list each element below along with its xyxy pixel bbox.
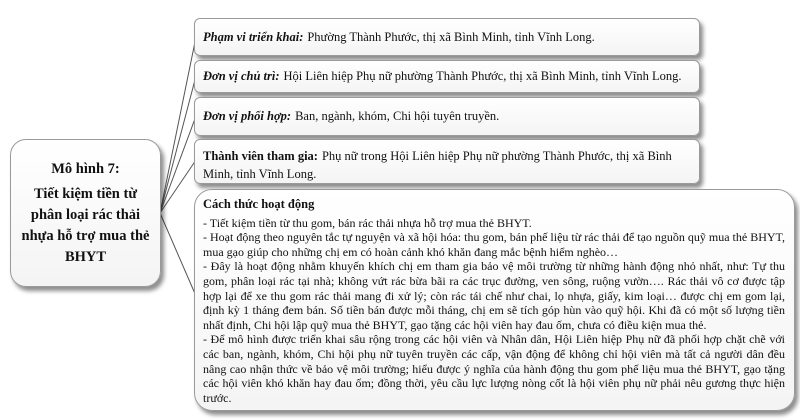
participants-label: Thành viên tham gia: (203, 149, 318, 163)
operation-line-3: - Đây là hoạt động nhằm khuyến khích chị em tham gia bảo vệ môi trường từ những hành động nhỏ nhất, như: Tự thu gom, phân loại rác tại nhà; không vứt rác bừa bãi ra các trục đường, ven sông, ruộng vườn…. Rác thải vô cơ được tập hợp lại để xe thu gom rác thải mang đi xử lý; còn rác tái chế như chai, lọ nhựa, giấy, kim loại… được chị em gom lại, định kỳ 1 tháng đem bán. Số tiền bán được mỗi tháng, chị em sẽ tích góp hùn vào quỹ hội. Khi đã có một số lượng tiền nhất định, Chi hội lập quỹ mua thẻ BHYT, gạo tặng các hội viên hay đau ốm, chưa có điều kiện mua thẻ. (203, 259, 785, 332)
partner-unit-box (194, 97, 700, 136)
model-title-box (10, 139, 161, 287)
model-name: Tiết kiệm tiền từ phân loại rác thải nhựa hỗ trợ mua thẻ BHYT (21, 185, 150, 265)
participants-text: Phụ nữ trong Hội Liên hiệp Phụ nữ phường Thành Phước, thị xã Bình Minh, tỉnh Vĩnh Long. (203, 149, 672, 181)
operation-line-1: - Tiết kiệm tiền từ thu gom, bán rác thải nhựa hỗ trợ mua thẻ BHYT. (203, 215, 532, 230)
partner-unit-text: Ban, ngành, khóm, Chi hội tuyên truyền. (295, 109, 500, 123)
connector-3 (160, 116, 196, 213)
lead-unit-box (194, 60, 700, 93)
operation-box (194, 189, 795, 411)
operation-line-4: - Để mô hình được triển khai sâu rộng trong các hội viên và Nhân dân, Hội Liên hiệp Phụ nữ đã phối hợp chặt chẽ với các ban, ngành, khóm, Chi hội phụ nữ tuyên truyền các cấp, vận động để không chỉ hội viên mà tất cả người dân đều nâng cao nhận thức về bảo vệ môi trường; hiểu được ý nghĩa của hành động thu gom phế liệu mua thẻ BHYT, gạo tặng các hội viên khó khăn hay đau ốm; đồng thời, yêu cầu lực lượng nòng cốt là hội viên phụ nữ phải nêu gương thực hiện trước. (203, 332, 785, 405)
participants-box (194, 139, 700, 184)
scope-label: Phạm vi triển khai: (203, 29, 304, 44)
connector-2 (160, 76, 196, 213)
connector-5 (160, 213, 196, 296)
operation-line-2: - Hoạt động theo nguyên tắc tự nguyện và xã hội hóa: thu gom, bán phế liệu từ rác thải để tạo nguồn quỹ mua thẻ BHYT, mua gạo giúp cho những chị em có hoàn cảnh khó khăn đang mắc bệnh hiểm nghèo… (203, 230, 785, 259)
lead-unit-label: Đơn vị chủ trì: (203, 69, 280, 83)
model-number: Mô hình 7: (51, 160, 120, 177)
scope-box (194, 18, 700, 56)
partner-unit-label: Đơn vị phối hợp: (203, 109, 292, 123)
operation-title: Cách thức hoạt động (203, 197, 315, 211)
lead-unit-text: Hội Liên hiệp Phụ nữ phường Thành Phước, thị xã Bình Minh, tỉnh Vĩnh Long. (283, 69, 682, 83)
scope-text: Phường Thành Phước, thị xã Bình Minh, tỉnh Vĩnh Long. (307, 29, 595, 44)
